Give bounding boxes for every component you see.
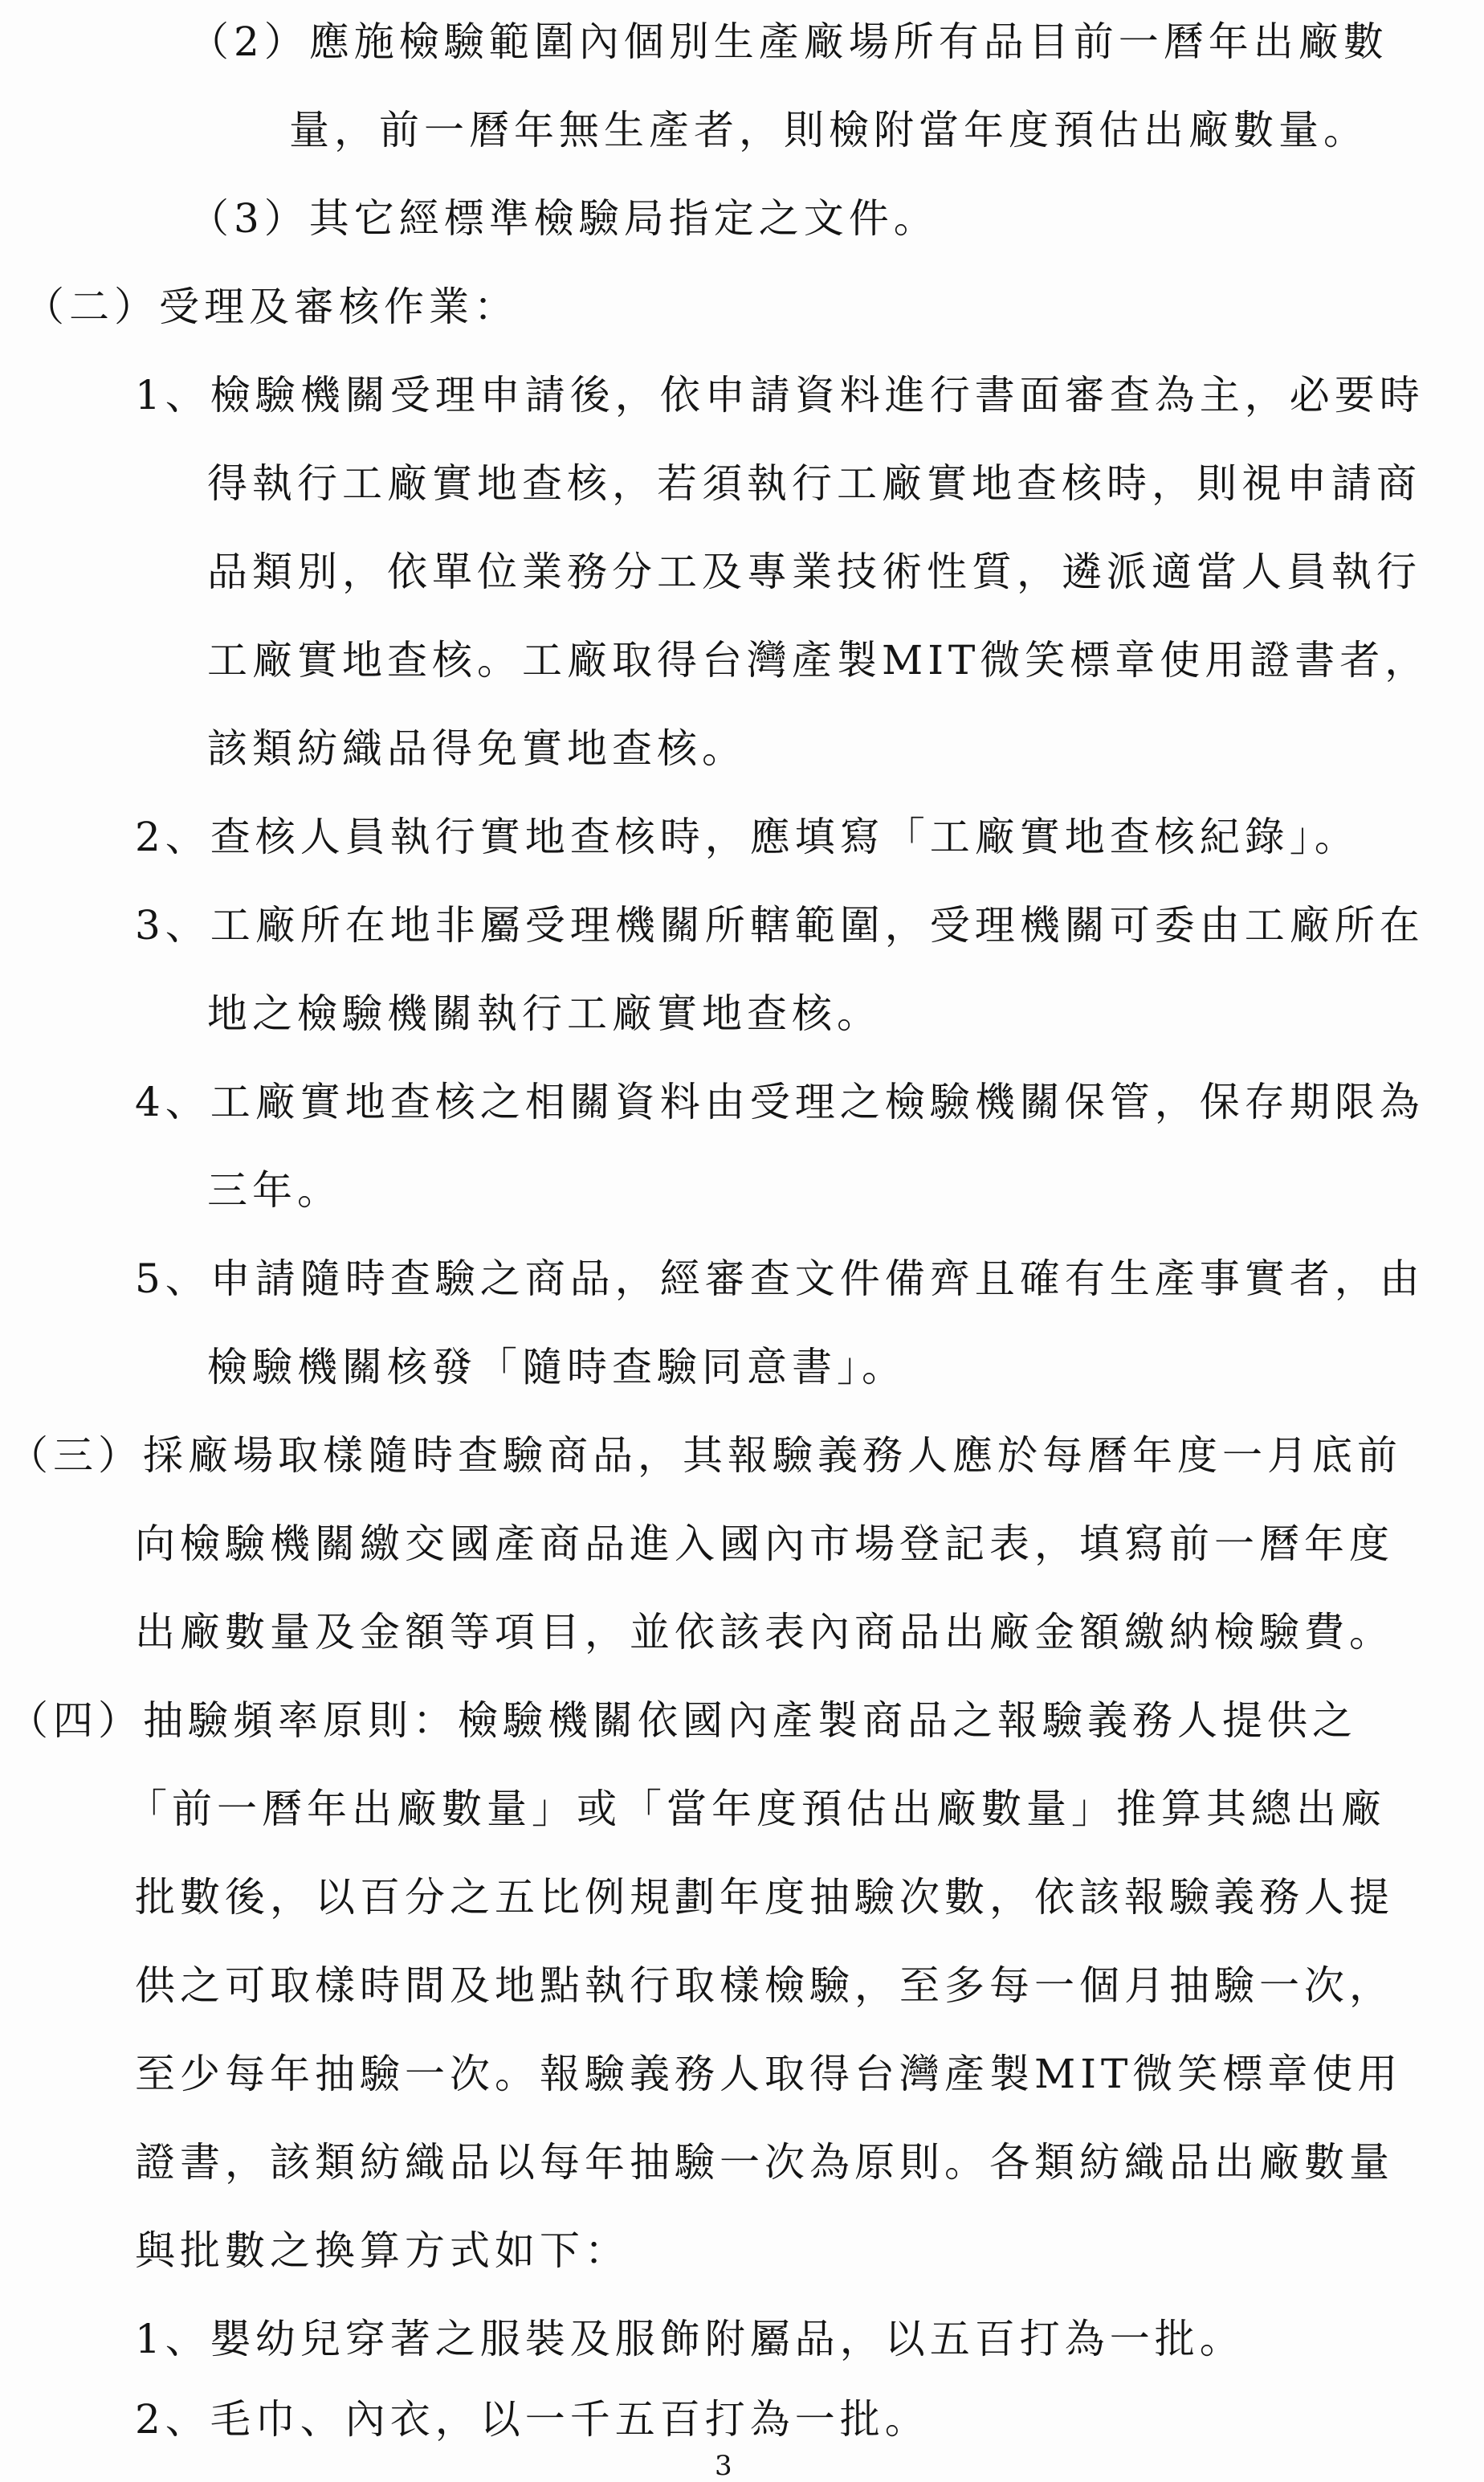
text-line: 品類別，依單位業務分工及專業技術性質，遴派適當人員執行 [207, 549, 1421, 595]
text-line: 1、檢驗機關受理申請後，依申請資料進行書面審查為主，必要時 [135, 372, 1425, 418]
text-line: 3、工廠所在地非屬受理機關所轄範圍，受理機關可委由工廠所在 [135, 902, 1425, 949]
text-line: 三年。 [207, 1167, 342, 1214]
text-line: 2、查核人員執行實地查核時，應填寫「工廠實地查核紀錄」。 [135, 814, 1360, 860]
text-line: 4、工廠實地查核之相關資料由受理之檢驗機關保管，保存期限為 [135, 1079, 1425, 1125]
text-line: 供之可取樣時間及地點執行取樣檢驗，至多每一個月抽驗一次， [135, 1962, 1394, 2009]
text-line: 與批數之換算方式如下： [135, 2227, 630, 2274]
page-number: 3 [715, 2450, 732, 2482]
text-line: 該類紡織品得免實地查核。 [207, 725, 747, 772]
text-line: 1、嬰幼兒穿著之服裝及服飾附屬品，以五百打為一批。 [135, 2316, 1245, 2362]
text-line: 「前一曆年出廠數量」或「當年度預估出廠數量」推算其總出廠 [127, 1786, 1386, 1832]
section-heading: （二）受理及審核作業： [24, 284, 519, 330]
text-line: 5、申請隨時查驗之商品，經審查文件備齊且確有生產事實者，由 [135, 1255, 1425, 1302]
text-line: 批數後，以百分之五比例規劃年度抽驗次數，依該報驗義務人提 [135, 1874, 1394, 1921]
section-heading: （四）抽驗頻率原則：檢驗機關依國內產製商品之報驗義務人提供之 [8, 1697, 1357, 1744]
text-line: 至少每年抽驗一次。報驗義務人取得台灣產製MIT微笑標章使用 [135, 2051, 1403, 2097]
text-line: 工廠實地查核。工廠取得台灣產製MIT微笑標章使用證書者， [207, 637, 1430, 684]
text-line: 得執行工廠實地查核，若須執行工廠實地查核時，則視申請商 [207, 460, 1421, 507]
text-line: 2、毛巾、內衣，以一千五百打為一批。 [135, 2396, 930, 2443]
text-line: （3）其它經標準檢驗局指定之文件。 [189, 195, 939, 242]
text-line: 出廠數量及金額等項目，並依該表內商品出廠金額繳納檢驗費。 [135, 1609, 1394, 1655]
text-line: 檢驗機關核發「隨時查驗同意書」。 [207, 1344, 907, 1390]
text-line: （2）應施檢驗範圍內個別生產廠場所有品目前一曆年出廠數 [189, 18, 1388, 65]
text-line: 地之檢驗機關執行工廠實地查核。 [207, 990, 882, 1037]
text-line: 量，前一曆年無生產者，則檢附當年度預估出廠數量。 [289, 107, 1368, 153]
section-heading: （三）採廠場取樣隨時查驗商品，其報驗義務人應於每曆年度一月底前 [8, 1432, 1402, 1479]
text-line: 證書，該類紡織品以每年抽驗一次為原則。各類紡織品出廠數量 [135, 2139, 1394, 2186]
text-line: 向檢驗機關繳交國產商品進入國內市場登記表，填寫前一曆年度 [135, 1521, 1394, 1567]
